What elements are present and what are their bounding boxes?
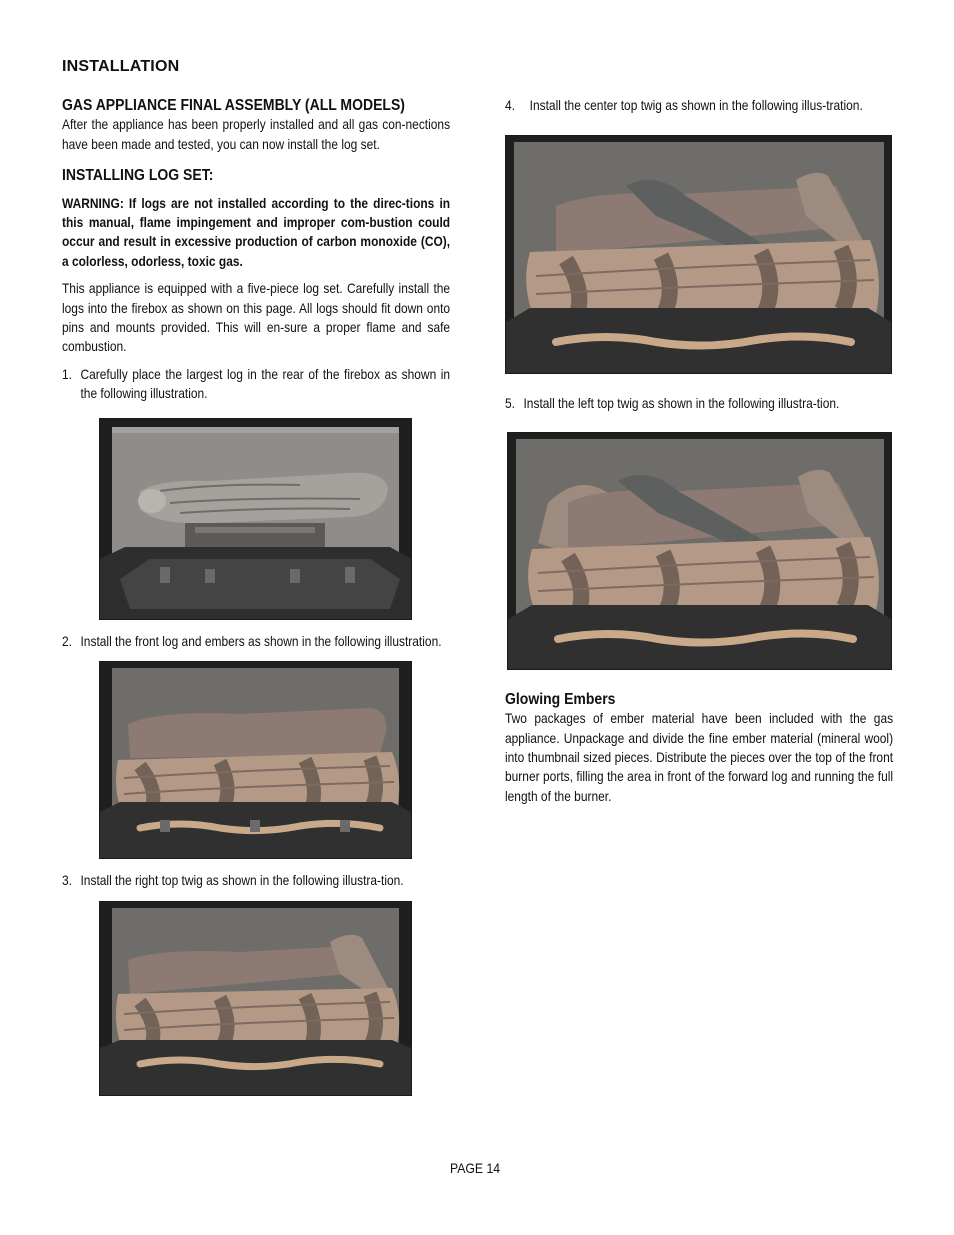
fireplace-illustration bbox=[100, 902, 411, 1095]
step-text: Install the left top twig as shown in the following illustra-tion. bbox=[523, 396, 840, 412]
fireplace-illustration bbox=[506, 136, 891, 373]
fireplace-illustration bbox=[100, 662, 411, 858]
description-paragraph: This appliance is equipped with a five-piece log set. Carefully install the logs into the firebox as shown on this page. All logs should fit down onto pins and mounts provided. This will en-sure a proper flame and safe combustion. bbox=[62, 281, 451, 355]
embers-heading: Glowing Embers bbox=[505, 690, 616, 708]
right-step-4-block bbox=[505, 96, 893, 115]
step-number: 1. bbox=[62, 366, 72, 382]
step-text: Install the center top twig as shown in the following illus-tration. bbox=[529, 98, 863, 113]
step-3 bbox=[62, 871, 450, 890]
step-text: Carefully place the largest log in the rear of the firebox as shown in the following illustration. bbox=[80, 366, 451, 402]
figure-step-4-center-twig bbox=[505, 135, 892, 374]
step-number: 2. bbox=[62, 633, 72, 649]
step-1 bbox=[62, 365, 450, 404]
page-title: INSTALLATION bbox=[62, 58, 180, 75]
left-step-3-block bbox=[62, 871, 450, 890]
step-number: 3. bbox=[62, 873, 72, 889]
section-heading: GAS APPLIANCE FINAL ASSEMBLY (ALL MODELS) bbox=[62, 97, 405, 114]
fireplace-illustration bbox=[100, 419, 411, 619]
figure-step-5-left-twig bbox=[507, 432, 892, 670]
embers-section bbox=[505, 690, 893, 806]
right-column bbox=[505, 96, 893, 806]
fireplace-illustration bbox=[508, 433, 891, 669]
step-number: 4. bbox=[505, 98, 515, 113]
embers-paragraph: Two packages of ember material have been included with the gas appliance. Unpackage and divide the fine ember material (mineral wool) into thumbnail sized pieces. Distribute the pieces over the top of the front burner ports, filling the area in front of the forward log and running the full length of the burner. bbox=[505, 711, 894, 804]
left-step-2-block bbox=[62, 632, 450, 651]
subheading-installing-log-set: INSTALLING LOG SET: bbox=[62, 167, 214, 185]
warning-paragraph: WARNING: If logs are not installed according to the direc-tions in this manual, flame impingement and improper com-bustion could occur and result in excessive production of carbon monoxide (CO), a colorless, odorless, toxic gas. bbox=[62, 195, 451, 269]
right-step-5-block bbox=[505, 394, 893, 413]
intro-paragraph: After the appliance has been properly installed and all gas con-nections have been made and tested, you can now install the log set. bbox=[62, 117, 451, 152]
figure-step-2-front-log bbox=[99, 661, 412, 859]
figure-step-3-right-twig bbox=[99, 901, 412, 1096]
step-number: 5. bbox=[505, 396, 515, 412]
step-text: Install the front log and embers as shown in the following illustration. bbox=[80, 633, 442, 649]
step-5 bbox=[505, 394, 893, 413]
left-text-block bbox=[62, 96, 450, 404]
figure-step-1-rear-log bbox=[99, 418, 412, 620]
left-column bbox=[62, 96, 450, 1096]
step-text: Install the right top twig as shown in the following illustra-tion. bbox=[80, 873, 404, 889]
page-number: PAGE 14 bbox=[450, 1161, 501, 1176]
step-2 bbox=[62, 632, 450, 651]
step-4 bbox=[505, 96, 893, 115]
